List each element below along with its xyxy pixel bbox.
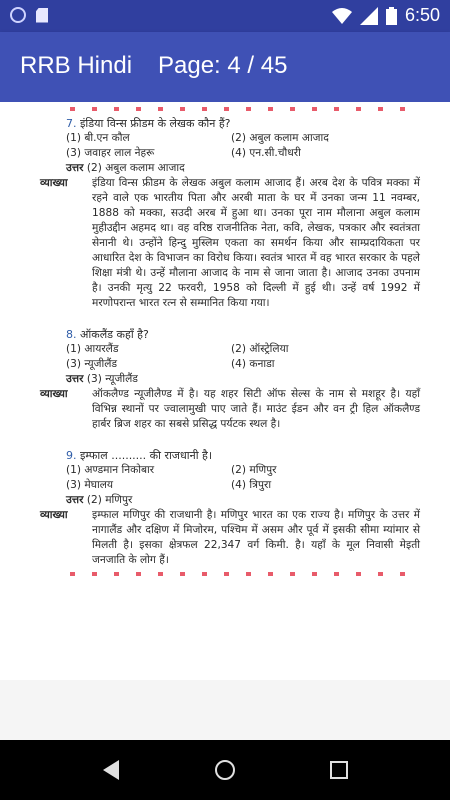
status-bar <box>0 0 450 32</box>
question-text: 7. इंडिया विन्स फ्रीडम के लेखक कौन हैं? <box>66 117 231 130</box>
explanation: व्याख्या इंडिया विन्स फ्रीडम के लेखक अबुल कलाम आजाद हैं। अरब देश के पवित्र मक्का में रहने वाले एक भारतीय पिता और अरबी माता के घर में उनका जन्म 11 नवम्बर, 1888 को मक्का, सउदी अरब में हुआ था। उनका पूरा नाम मौलाना अबुल कलाम मुहीउद्दीन अहमद था। वह वरिष्ठ राजनीतिक नेता, कवि, लेखक, पत्रकार और स्वतंत्रता सेनानी थे। उन्होंने हिन्दु मुस्लिम एकता का समर्थन किया और साम्प्रदायिकता पर आधारित देश के विभाजन का विरोध किया। स्वतंत्र भारत में वह भारत सरकार के पहले शिक्षा मंत्री थे। उन्हें मौलाना आजाद के नाम से जाना जाता है। आजाद उनका उपनाम है। उनकी मृत्यु 22 फरवरी, 1958 को दिल्ली में हुई थी। उन्हें वर्ष 1992 में मरणोपरान्त भारत रत्न से सम्मानित किया गया। <box>40 177 420 309</box>
answer-line: उत्तर (2) मणिपुर <box>66 494 133 506</box>
back-icon[interactable] <box>103 760 119 780</box>
page-top-cut-line <box>70 107 420 111</box>
status-time: 6:50 <box>404 5 440 25</box>
option: (1) आयरलैंड <box>66 343 119 355</box>
option: (4) एन.सी.चौधरी <box>231 147 301 159</box>
question-block <box>40 446 420 568</box>
question-block <box>40 114 420 311</box>
option: (2) मणिपुर <box>231 464 277 476</box>
option: (1) बी.एन कौल <box>66 132 130 144</box>
question-text: 9. इम्फाल .......... की राजधानी है। <box>66 449 213 462</box>
options-grid <box>40 131 420 161</box>
answer-line: उत्तर (2) अबुल कलाम आजाद <box>66 162 185 174</box>
explanation: व्याख्या इम्फाल मणिपुर की राजधानी है। मणिपुर भारत का एक राज्य है। मणिपुर के उत्तर में नागालैंड और दक्षिण में मिजोरम, पश्चिम में असम और पूर्व में इसकी सीमा म्यांमार से मिलती है। इसका क्षेत्रफल 22,347 वर्ग किमी. है। यहाँ के मूल निवासी मेइती जनजाति के लोग हैं। <box>40 509 420 566</box>
question-number: 9. <box>66 449 77 462</box>
app-title: RRB Hindi <box>20 52 133 79</box>
app-bar <box>0 32 450 102</box>
question-number: 7. <box>66 117 77 130</box>
question-number: 8. <box>66 328 77 341</box>
options-grid <box>40 342 420 372</box>
page-indicator: Page: 4 / 45 <box>158 52 288 79</box>
sd-card-icon <box>36 8 48 23</box>
cellular-signal-icon <box>360 7 378 25</box>
navigation-bar <box>0 740 450 800</box>
document-page <box>40 114 420 568</box>
explanation: व्याख्या ऑकलैण्ड न्यूजीलैण्ड में है। यह शहर सिटी ऑफ सेल्स के नाम से मशहूर है। यहाँ विभिन्न स्थानों पर ज्वालामुखी पाए जाते हैं। माउंट ईडन और वन ट्री हिल ऑकलैण्ड हार्बर ब्रिज शहर का सबसे प्रसिद्ध पर्यटक स्थल है। <box>40 388 420 430</box>
notification-circle-icon <box>10 7 26 23</box>
option: (3) जवाहर लाल नेहरू <box>66 147 155 159</box>
option: (4) कनाडा <box>231 358 275 370</box>
option: (2) ऑस्ट्रेलिया <box>231 343 289 355</box>
pdf-page-viewer[interactable] <box>0 102 450 680</box>
battery-icon <box>386 7 397 25</box>
option: (4) त्रिपुरा <box>231 479 272 491</box>
viewer-bottom-padding <box>0 680 450 740</box>
question-block <box>40 325 420 432</box>
option: (2) अबुल कलाम आजाद <box>231 132 329 144</box>
option: (3) न्यूजीलैंड <box>66 358 118 370</box>
home-icon[interactable] <box>215 760 235 780</box>
option: (1) अण्डमान निकोबार <box>66 464 155 476</box>
option: (3) मेघालय <box>66 479 114 491</box>
recent-apps-icon[interactable] <box>330 761 348 779</box>
options-grid <box>40 463 420 493</box>
answer-line: उत्तर (3) न्यूजीलैंड <box>66 373 138 385</box>
question-text: 8. ऑकलैंड कहाँ है? <box>66 328 149 341</box>
page-bottom-cut-line <box>70 572 420 576</box>
wifi-icon <box>332 7 352 25</box>
